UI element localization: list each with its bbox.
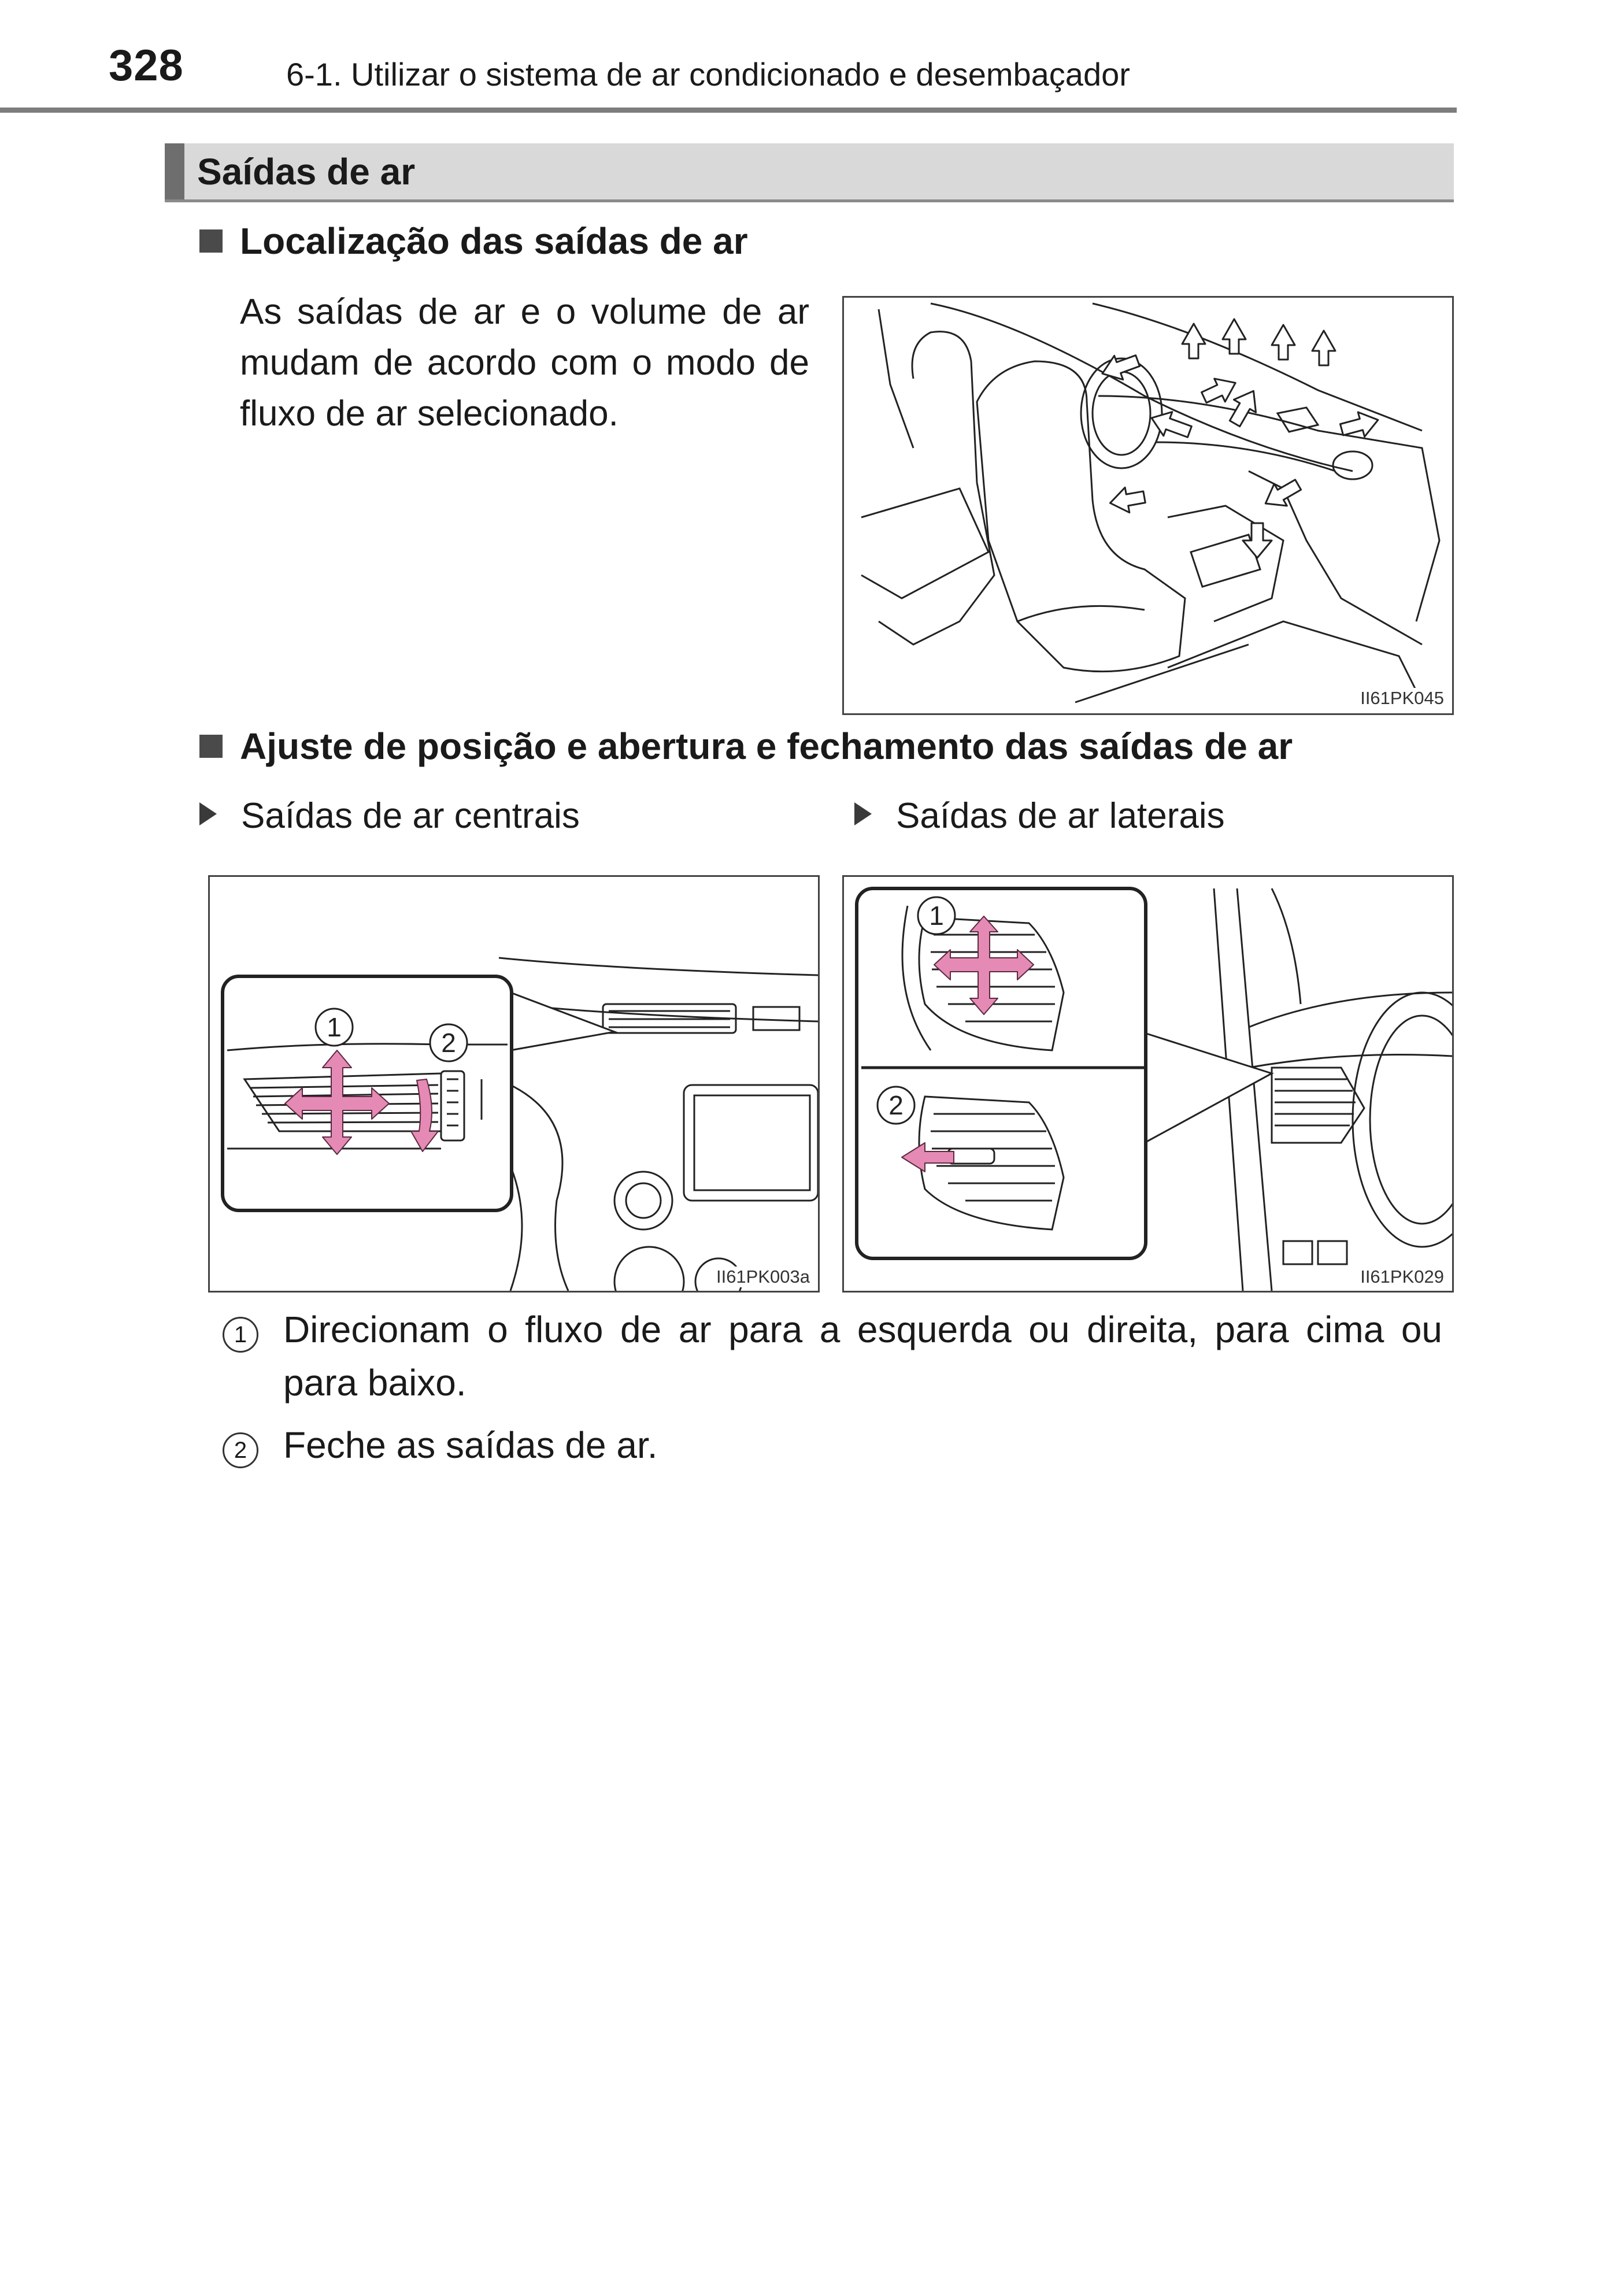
- callout-2-label: 2: [888, 1090, 904, 1120]
- note-1-number: 1: [223, 1303, 258, 1356]
- side-vents-label-text: Saídas de ar laterais: [896, 796, 1225, 836]
- callout-1-label: 1: [929, 901, 944, 931]
- note-2-text: Feche as saídas de ar.: [283, 1424, 658, 1466]
- location-heading: [199, 220, 748, 262]
- triangle-bullet-icon: [854, 802, 872, 825]
- note-1-text: Direcionam o fluxo de ar para a esquerda ou direita, para cima ou para baixo.: [283, 1309, 1442, 1403]
- figure-code: II61PK003a: [714, 1266, 812, 1287]
- callout-2-label: 2: [441, 1028, 456, 1058]
- location-body: As saídas de ar e o volume de ar mudam de acordo com o modo de fluxo de ar selecionado.: [240, 292, 809, 434]
- side-vents-label: [854, 795, 1225, 836]
- side-vents-figure: [842, 875, 1454, 1293]
- callout-1-label: 1: [327, 1012, 342, 1042]
- side-vents-illustration: [844, 877, 1452, 1291]
- section-heading-bar: [165, 143, 1454, 202]
- running-title: 6-1. Utilizar o sistema de ar condicionado e desembaçador: [286, 56, 1130, 92]
- figure-code: II61PK045: [1358, 688, 1446, 709]
- triangle-bullet-icon: [199, 802, 217, 825]
- section-accent: [165, 143, 184, 199]
- square-bullet-icon: [199, 229, 223, 253]
- adjust-heading: [199, 725, 1293, 768]
- page-number: 328: [109, 41, 184, 90]
- note-2-number: 2: [223, 1419, 258, 1472]
- center-vents-label-text: Saídas de ar centrais: [241, 796, 580, 836]
- center-vents-illustration: [210, 877, 818, 1291]
- location-heading-text: Localização das saídas de ar: [240, 220, 748, 262]
- header-rule: [0, 108, 1457, 113]
- adjust-heading-text: Ajuste de posição e abertura e fechamento das saídas de ar: [240, 725, 1293, 767]
- center-vents-label: [199, 795, 580, 836]
- center-vents-figure: [208, 875, 820, 1293]
- section-title: Saídas de ar: [197, 151, 416, 192]
- figure-code: II61PK029: [1358, 1266, 1446, 1287]
- interior-illustration: [844, 298, 1452, 713]
- square-bullet-icon: [199, 735, 223, 758]
- interior-airflow-figure: [842, 296, 1454, 715]
